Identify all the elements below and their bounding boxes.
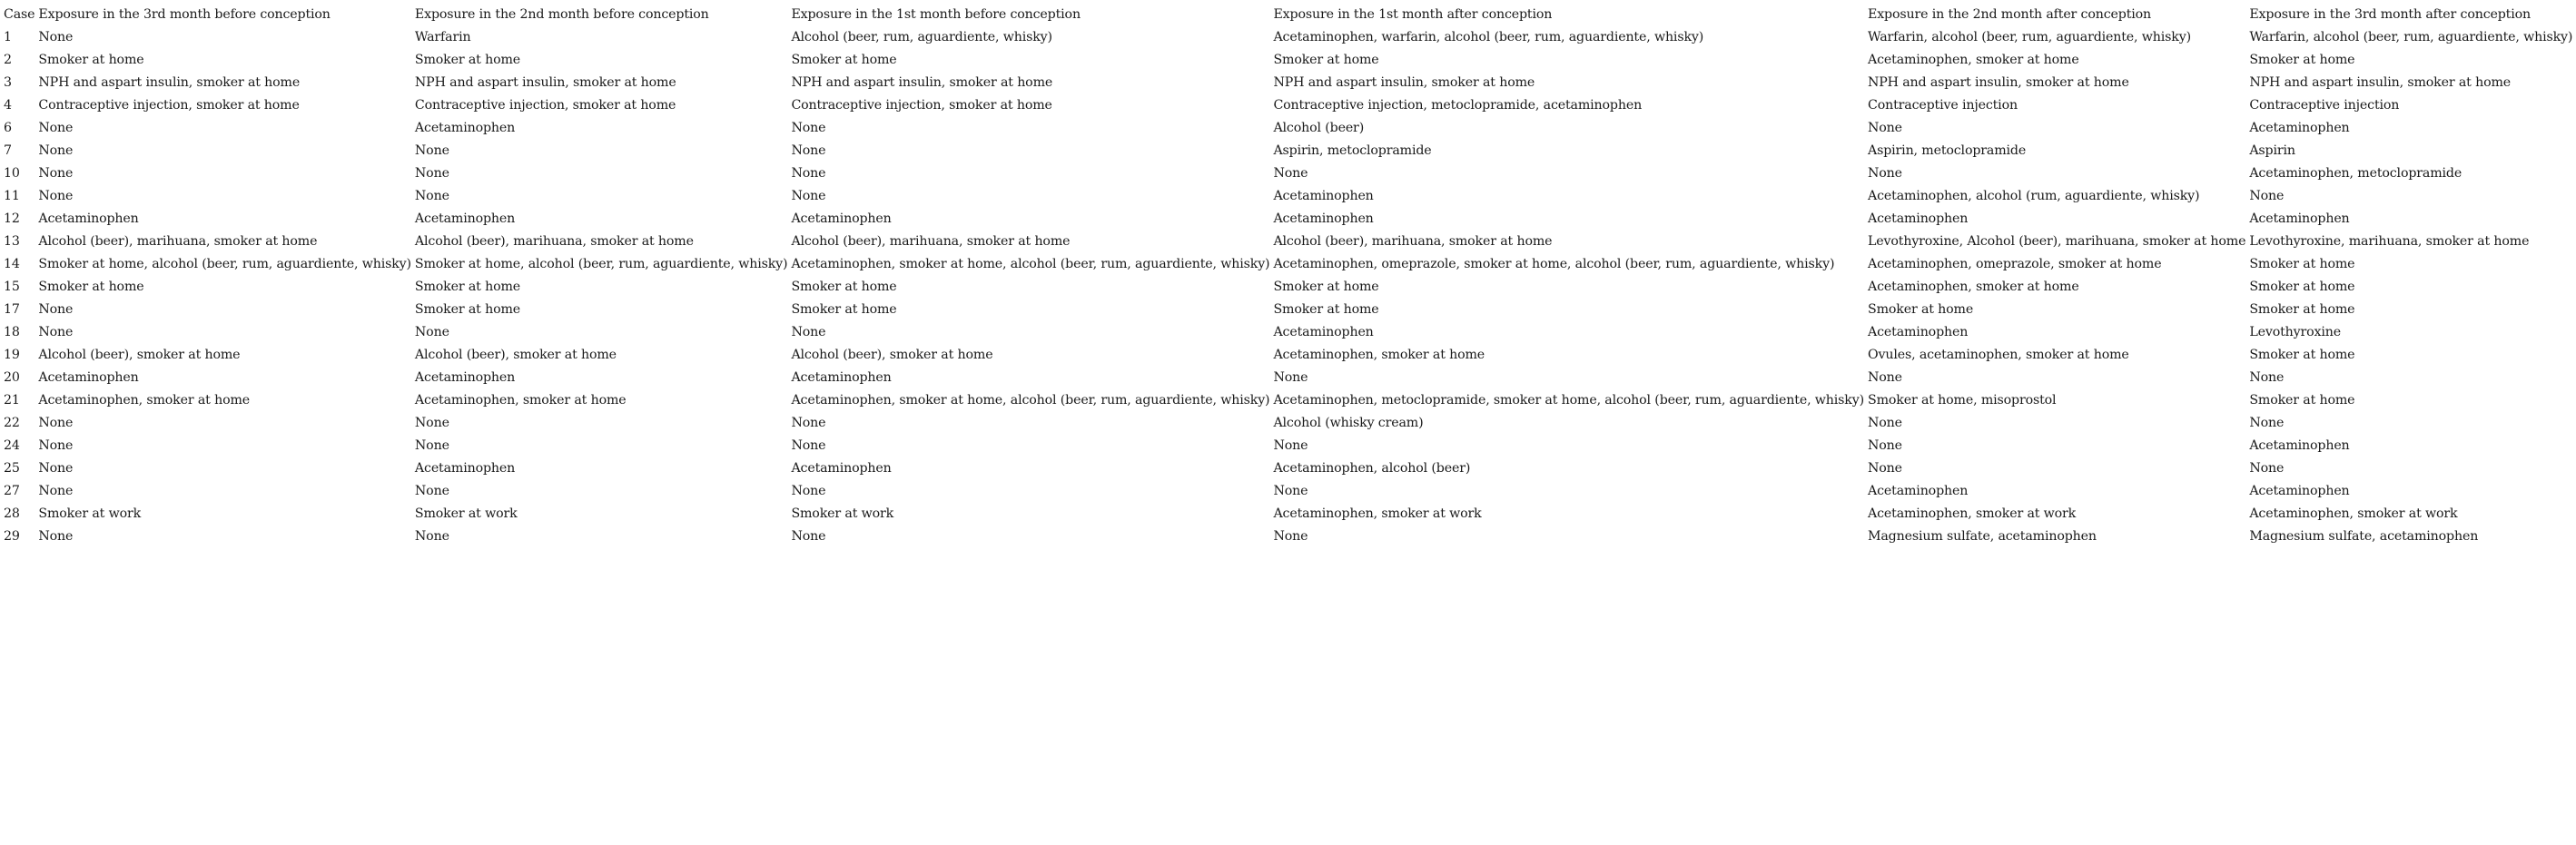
case-cell: 6 [4, 121, 12, 135]
exposure-1st-month-after-cell: Smoker at home [1273, 302, 1379, 317]
header-1st-month-before: Exposure in the 1st month before conception [791, 7, 1081, 22]
exposure-1st-month-after-cell: Smoker at home [1273, 280, 1379, 294]
case-cell: 25 [4, 461, 20, 476]
exposure-3rd-month-after-cell: Acetaminophen, smoker at work [2249, 506, 2458, 521]
case-cell: 24 [4, 438, 20, 453]
exposure-1st-month-after-cell: Acetaminophen, alcohol (beer) [1273, 461, 1471, 476]
exposure-3rd-month-after-cell: Smoker at home [2249, 257, 2355, 271]
exposure-2nd-month-after-cell: None [1868, 416, 1902, 430]
exposure-3rd-month-before-cell: Acetaminophen, smoker at home [38, 393, 251, 408]
table-row [4, 346, 2576, 368]
exposure-1st-month-after-cell: Smoker at home [1273, 53, 1379, 67]
header-case: Case [4, 7, 35, 22]
exposure-3rd-month-after-cell: Aspirin [2249, 143, 2295, 158]
exposure-2nd-month-before-cell: None [414, 484, 449, 498]
case-cell: 13 [4, 234, 20, 249]
exposure-1st-month-after-cell: Aspirin, metoclopramide [1273, 143, 1432, 158]
exposure-2nd-month-after-cell: None [1868, 166, 1902, 181]
exposure-2nd-month-after-cell: None [1868, 461, 1902, 476]
exposure-2nd-month-after-cell: Levothyroxine, Alcohol (beer), marihuana, smoker at home [1868, 234, 2246, 249]
case-cell: 7 [4, 143, 12, 158]
exposure-3rd-month-before-cell: Smoker at home, alcohol (beer, rum, aguardiente, whisky) [38, 257, 411, 271]
exposure-2nd-month-before-cell: Acetaminophen [414, 370, 516, 385]
exposure-1st-month-after-cell: Acetaminophen, metoclopramide, smoker at home, alcohol (beer, rum, aguardiente, whisky) [1273, 393, 1864, 408]
exposure-3rd-month-before-cell: None [38, 325, 74, 339]
table-row [4, 323, 2576, 346]
exposure-2nd-month-before-cell: Smoker at work [414, 506, 518, 521]
exposure-3rd-month-before-cell: Smoker at home [38, 280, 144, 294]
exposure-3rd-month-before-cell: None [38, 30, 74, 44]
table-row [4, 142, 2576, 164]
table-row [4, 164, 2576, 187]
exposure-1st-month-before-cell: Acetaminophen [791, 370, 892, 385]
header-2nd-month-after: Exposure in the 2nd month after conception [1868, 7, 2152, 22]
exposure-1st-month-before-cell: Contraceptive injection, smoker at home [791, 98, 1052, 113]
exposure-1st-month-after-cell: Alcohol (whisky cream) [1273, 416, 1424, 430]
table-row [4, 28, 2576, 51]
exposure-2nd-month-before-cell: Smoker at home [414, 53, 521, 67]
exposure-2nd-month-after-cell: Contraceptive injection [1868, 98, 2018, 113]
case-cell: 15 [4, 280, 20, 294]
exposure-3rd-month-before-cell: None [38, 189, 74, 203]
exposure-3rd-month-after-cell: Acetaminophen [2249, 121, 2350, 135]
exposure-1st-month-after-cell: Acetaminophen [1273, 189, 1374, 203]
exposure-2nd-month-before-cell: Alcohol (beer), marihuana, smoker at home [414, 234, 694, 249]
exposure-1st-month-before-cell: None [791, 166, 826, 181]
exposure-2nd-month-before-cell: Acetaminophen [414, 211, 516, 226]
exposure-1st-month-before-cell: Alcohol (beer, rum, aguardiente, whisky) [791, 30, 1052, 44]
exposure-3rd-month-before-cell: Acetaminophen [38, 370, 139, 385]
exposure-3rd-month-before-cell: Acetaminophen [38, 211, 139, 226]
exposure-table [4, 5, 2576, 550]
exposure-1st-month-after-cell: Acetaminophen [1273, 211, 1374, 226]
case-cell: 14 [4, 257, 20, 271]
exposure-1st-month-before-cell: Smoker at work [791, 506, 894, 521]
exposure-3rd-month-after-cell: Contraceptive injection [2249, 98, 2400, 113]
exposure-1st-month-before-cell: None [791, 143, 826, 158]
exposure-1st-month-before-cell: Acetaminophen, smoker at home, alcohol (beer, rum, aguardiente, whisky) [791, 393, 1270, 408]
exposure-2nd-month-after-cell: None [1868, 370, 1902, 385]
exposure-2nd-month-after-cell: Aspirin, metoclopramide [1868, 143, 2027, 158]
table-row [4, 437, 2576, 459]
exposure-3rd-month-after-cell: Acetaminophen [2249, 211, 2350, 226]
header-3rd-month-before: Exposure in the 3rd month before conception [38, 7, 331, 22]
exposure-3rd-month-after-cell: Warfarin, alcohol (beer, rum, aguardiente, whisky) [2249, 30, 2573, 44]
exposure-1st-month-before-cell: Alcohol (beer), marihuana, smoker at home [791, 234, 1071, 249]
exposure-2nd-month-before-cell: None [414, 166, 449, 181]
exposure-2nd-month-after-cell: Magnesium sulfate, acetaminophen [1868, 529, 2097, 544]
exposure-2nd-month-after-cell: NPH and aspart insulin, smoker at home [1868, 75, 2129, 90]
exposure-1st-month-before-cell: None [791, 121, 826, 135]
header-3rd-month-after: Exposure in the 3rd month after conception [2249, 7, 2531, 22]
exposure-2nd-month-before-cell: None [414, 143, 449, 158]
exposure-3rd-month-after-cell: None [2249, 461, 2285, 476]
header-2nd-month-before: Exposure in the 2nd month before conception [414, 7, 709, 22]
exposure-1st-month-after-cell: Acetaminophen, smoker at home [1273, 348, 1485, 362]
exposure-2nd-month-before-cell: None [414, 438, 449, 453]
case-cell: 11 [4, 189, 20, 203]
exposure-2nd-month-before-cell: Warfarin [414, 30, 471, 44]
table-body [4, 28, 2576, 550]
table-row [4, 278, 2576, 300]
exposure-1st-month-before-cell: Acetaminophen, smoker at home, alcohol (beer, rum, aguardiente, whisky) [791, 257, 1270, 271]
table-row [4, 482, 2576, 505]
exposure-2nd-month-after-cell: Smoker at home, misoprostol [1868, 393, 2057, 408]
exposure-3rd-month-before-cell: Alcohol (beer), smoker at home [38, 348, 241, 362]
exposure-3rd-month-after-cell: Smoker at home [2249, 348, 2355, 362]
table-row [4, 527, 2576, 550]
table-row [4, 96, 2576, 119]
exposure-1st-month-after-cell: None [1273, 484, 1308, 498]
case-cell: 28 [4, 506, 20, 521]
exposure-2nd-month-after-cell: Acetaminophen, smoker at home [1868, 280, 2079, 294]
exposure-1st-month-before-cell: None [791, 416, 826, 430]
table-row [4, 300, 2576, 323]
exposure-1st-month-after-cell: None [1273, 166, 1308, 181]
exposure-1st-month-after-cell: None [1273, 529, 1308, 544]
exposure-3rd-month-after-cell: Smoker at home [2249, 302, 2355, 317]
exposure-1st-month-before-cell: None [791, 438, 826, 453]
exposure-3rd-month-before-cell: None [38, 166, 74, 181]
case-cell: 17 [4, 302, 20, 317]
exposure-1st-month-before-cell: Smoker at home [791, 53, 897, 67]
exposure-3rd-month-after-cell: Acetaminophen, metoclopramide [2249, 166, 2462, 181]
exposure-3rd-month-before-cell: Smoker at home [38, 53, 144, 67]
exposure-3rd-month-before-cell: None [38, 438, 74, 453]
exposure-2nd-month-after-cell: Smoker at home [1868, 302, 1974, 317]
header-row [4, 5, 2576, 28]
exposure-1st-month-after-cell: Acetaminophen, omeprazole, smoker at home, alcohol (beer, rum, aguardiente, whisky) [1273, 257, 1835, 271]
exposure-1st-month-after-cell: Acetaminophen [1273, 325, 1374, 339]
exposure-1st-month-before-cell: None [791, 529, 826, 544]
exposure-1st-month-after-cell: Acetaminophen, smoker at work [1273, 506, 1482, 521]
exposure-3rd-month-before-cell: None [38, 461, 74, 476]
exposure-2nd-month-after-cell: Acetaminophen, smoker at home [1868, 53, 2079, 67]
exposure-1st-month-before-cell: Smoker at home [791, 302, 897, 317]
case-cell: 4 [4, 98, 12, 113]
exposure-2nd-month-before-cell: NPH and aspart insulin, smoker at home [414, 75, 676, 90]
exposure-3rd-month-before-cell: Smoker at work [38, 506, 142, 521]
exposure-table-container [4, 5, 2576, 550]
exposure-1st-month-before-cell: Alcohol (beer), smoker at home [791, 348, 993, 362]
exposure-2nd-month-before-cell: None [414, 416, 449, 430]
exposure-3rd-month-after-cell: NPH and aspart insulin, smoker at home [2249, 75, 2512, 90]
exposure-3rd-month-after-cell: None [2249, 370, 2285, 385]
exposure-2nd-month-after-cell: Acetaminophen, omeprazole, smoker at home [1868, 257, 2162, 271]
exposure-2nd-month-before-cell: None [414, 529, 449, 544]
exposure-3rd-month-after-cell: Acetaminophen [2249, 438, 2350, 453]
exposure-2nd-month-before-cell: Smoker at home [414, 302, 521, 317]
case-cell: 21 [4, 393, 20, 408]
exposure-1st-month-after-cell: None [1273, 370, 1308, 385]
case-cell: 2 [4, 53, 12, 67]
case-cell: 22 [4, 416, 20, 430]
table-row [4, 187, 2576, 210]
exposure-2nd-month-before-cell: Smoker at home, alcohol (beer, rum, aguardiente, whisky) [414, 257, 788, 271]
table-row [4, 210, 2576, 232]
exposure-1st-month-after-cell: Acetaminophen, warfarin, alcohol (beer, rum, aguardiente, whisky) [1273, 30, 1704, 44]
exposure-3rd-month-before-cell: None [38, 484, 74, 498]
exposure-3rd-month-after-cell: Acetaminophen [2249, 484, 2350, 498]
exposure-1st-month-after-cell: None [1273, 438, 1308, 453]
case-cell: 10 [4, 166, 20, 181]
exposure-2nd-month-before-cell: Alcohol (beer), smoker at home [414, 348, 617, 362]
table-row [4, 255, 2576, 278]
table-row [4, 368, 2576, 391]
case-cell: 12 [4, 211, 20, 226]
header-1st-month-after: Exposure in the 1st month after conception [1273, 7, 1553, 22]
exposure-2nd-month-before-cell: Smoker at home [414, 280, 521, 294]
exposure-2nd-month-before-cell: Acetaminophen [414, 461, 516, 476]
table-row [4, 505, 2576, 527]
exposure-1st-month-after-cell: NPH and aspart insulin, smoker at home [1273, 75, 1535, 90]
exposure-2nd-month-after-cell: Acetaminophen [1868, 325, 1969, 339]
exposure-2nd-month-before-cell: None [414, 325, 449, 339]
exposure-3rd-month-after-cell: Magnesium sulfate, acetaminophen [2249, 529, 2479, 544]
exposure-3rd-month-after-cell: Smoker at home [2249, 280, 2355, 294]
exposure-1st-month-after-cell: Contraceptive injection, metoclopramide, acetaminophen [1273, 98, 1643, 113]
case-cell: 29 [4, 529, 20, 544]
exposure-1st-month-after-cell: Alcohol (beer), marihuana, smoker at home [1273, 234, 1553, 249]
exposure-3rd-month-before-cell: None [38, 302, 74, 317]
case-cell: 1 [4, 30, 12, 44]
exposure-1st-month-before-cell: Acetaminophen [791, 211, 892, 226]
exposure-3rd-month-before-cell: None [38, 121, 74, 135]
exposure-2nd-month-before-cell: Contraceptive injection, smoker at home [414, 98, 676, 113]
table-row [4, 232, 2576, 255]
exposure-3rd-month-before-cell: NPH and aspart insulin, smoker at home [38, 75, 301, 90]
exposure-3rd-month-after-cell: None [2249, 416, 2285, 430]
case-cell: 18 [4, 325, 20, 339]
exposure-1st-month-before-cell: Smoker at home [791, 280, 897, 294]
table-header [4, 5, 2576, 28]
exposure-3rd-month-after-cell: Smoker at home [2249, 393, 2355, 408]
exposure-3rd-month-after-cell: None [2249, 189, 2285, 203]
exposure-3rd-month-before-cell: Alcohol (beer), marihuana, smoker at home [38, 234, 318, 249]
exposure-1st-month-before-cell: None [791, 325, 826, 339]
exposure-3rd-month-before-cell: None [38, 143, 74, 158]
exposure-2nd-month-after-cell: Ovules, acetaminophen, smoker at home [1868, 348, 2129, 362]
exposure-3rd-month-after-cell: Smoker at home [2249, 53, 2355, 67]
exposure-2nd-month-after-cell: Acetaminophen, smoker at work [1868, 506, 2077, 521]
table-row [4, 74, 2576, 96]
exposure-2nd-month-after-cell: Acetaminophen [1868, 484, 1969, 498]
exposure-2nd-month-after-cell: Warfarin, alcohol (beer, rum, aguardiente, whisky) [1868, 30, 2191, 44]
table-row [4, 391, 2576, 414]
exposure-3rd-month-before-cell: None [38, 529, 74, 544]
exposure-1st-month-before-cell: None [791, 189, 826, 203]
table-row [4, 119, 2576, 142]
exposure-2nd-month-after-cell: None [1868, 438, 1902, 453]
exposure-1st-month-before-cell: NPH and aspart insulin, smoker at home [791, 75, 1053, 90]
exposure-2nd-month-before-cell: None [414, 189, 449, 203]
exposure-2nd-month-after-cell: Acetaminophen, alcohol (rum, aguardiente, whisky) [1868, 189, 2200, 203]
exposure-2nd-month-before-cell: Acetaminophen [414, 121, 516, 135]
table-row [4, 414, 2576, 437]
case-cell: 20 [4, 370, 20, 385]
exposure-2nd-month-before-cell: Acetaminophen, smoker at home [414, 393, 627, 408]
exposure-1st-month-before-cell: None [791, 484, 826, 498]
exposure-2nd-month-after-cell: Acetaminophen [1868, 211, 1969, 226]
table-row [4, 459, 2576, 482]
exposure-1st-month-after-cell: Alcohol (beer) [1273, 121, 1365, 135]
case-cell: 3 [4, 75, 12, 90]
exposure-2nd-month-after-cell: None [1868, 121, 1902, 135]
case-cell: 19 [4, 348, 20, 362]
case-cell: 27 [4, 484, 20, 498]
exposure-3rd-month-after-cell: Levothyroxine [2249, 325, 2342, 339]
exposure-3rd-month-before-cell: Contraceptive injection, smoker at home [38, 98, 300, 113]
exposure-3rd-month-after-cell: Levothyroxine, marihuana, smoker at home [2249, 234, 2530, 249]
table-row [4, 51, 2576, 74]
exposure-3rd-month-before-cell: None [38, 416, 74, 430]
exposure-1st-month-before-cell: Acetaminophen [791, 461, 892, 476]
